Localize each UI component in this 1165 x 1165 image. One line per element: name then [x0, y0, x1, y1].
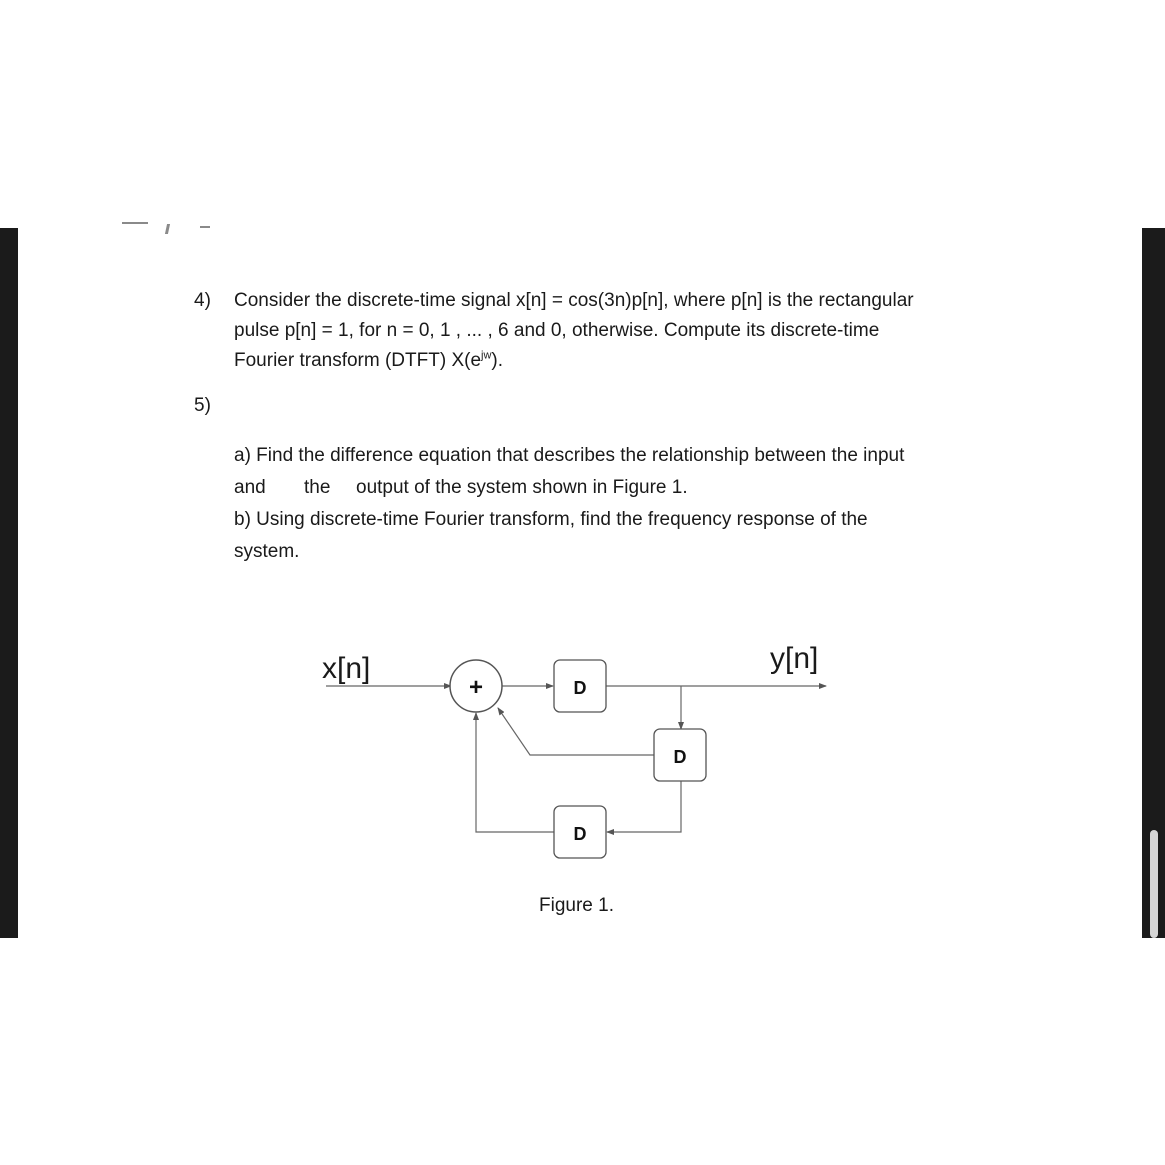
input-label: x[n] [322, 652, 371, 685]
delay-top-label: D [573, 678, 587, 698]
feedback-line-1 [498, 708, 654, 755]
delay-bottom-label: D [573, 824, 587, 844]
dtft-text-end: ). [491, 350, 504, 371]
word-the: the [304, 477, 331, 498]
adder-plus-icon: + [468, 674, 484, 701]
output-label: y[n] [770, 642, 819, 675]
word-and: and [234, 477, 266, 498]
delay-right-label: D [673, 747, 687, 767]
question-4-line-2: pulse p[n] = 1, for n = 0, 1 , ... , 6 and 0, otherwise. Compute its discrete-time [234, 320, 880, 341]
question-5b-line-2: system. [234, 541, 300, 562]
question-5a-line-2-rest: output of the system shown in Figure 1. [356, 477, 688, 498]
dtft-text: Fourier transform (DTFT) X(e [234, 350, 482, 371]
figure-caption: Figure 1. [539, 895, 614, 916]
feedback-line-2 [476, 713, 554, 832]
right-to-bottom-delay-line [607, 781, 681, 832]
question-4-number: 4) [194, 290, 211, 311]
question-5-number: 5) [194, 395, 211, 416]
question-4-line-1: Consider the discrete-time signal x[n] = cos(3n)p[n], where p[n] is the rectangular [234, 290, 914, 311]
question-5b-line-1: b) Using discrete-time Fourier transform, find the frequency response of the [234, 509, 868, 530]
dtft-exponent: jw [481, 349, 492, 362]
question-5a-line-1: a) Find the difference equation that describes the relationship between the input [234, 445, 905, 466]
